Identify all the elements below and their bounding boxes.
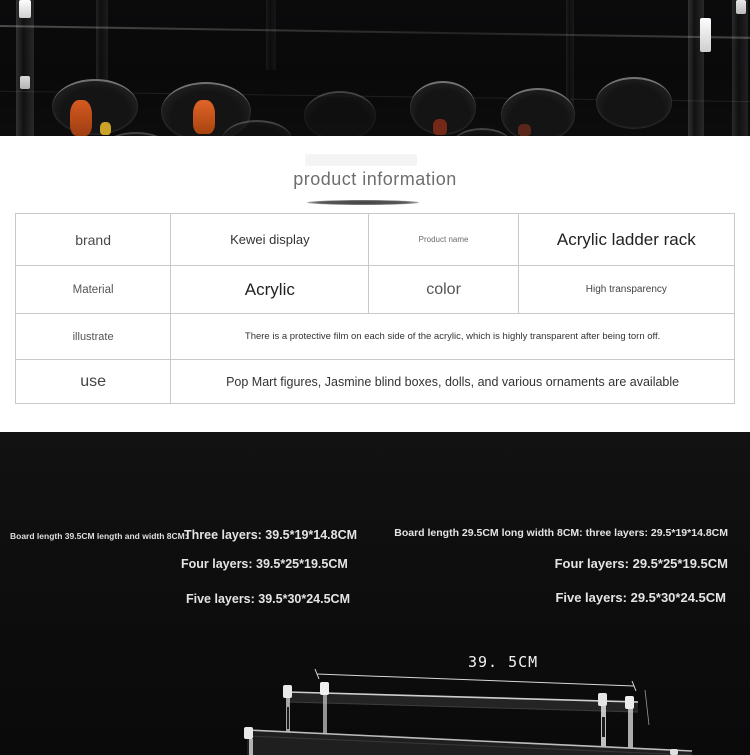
spec-label-material: Material [16,266,171,314]
hero-product-photo [0,0,750,136]
spec-value-brand: Kewei display [171,214,369,266]
spec-table [15,213,735,404]
size-group-left-header: Board length 39.5CM length and width 8CM: [10,531,188,541]
corner-connector [244,727,253,739]
size-chart-section [0,432,750,755]
post-shadow [287,707,289,729]
corner-connector [625,696,634,709]
size-group-right-header: Board length 29.5CM long width 8CM: three layers: 29.5*19*14.8CM [394,527,728,539]
corner-connector [598,693,607,706]
spec-value-product-name: Acrylic ladder rack [518,214,734,266]
figure-orange [193,100,215,134]
spec-value-material: Acrylic [171,266,369,314]
spec-label-illustrate: illustrate [16,314,171,360]
corner-connector [320,682,329,695]
size-line: Four layers: 39.5*25*19.5CM [181,557,348,571]
acrylic-shelf-edge [0,25,750,39]
spec-value-color: High transparency [518,266,734,314]
table-row [16,266,735,314]
spec-label-color: color [369,266,518,314]
dimension-label: 39. 5CM [468,653,539,671]
spec-value-use: Pop Mart figures, Jasmine blind boxes, dolls, and various ornaments are available [171,360,735,404]
rack-post [323,695,327,735]
post-shadow [602,717,605,737]
table-row [16,360,735,404]
title-underline [307,200,419,205]
spec-label-product-name: Product name [369,214,518,266]
product-information-section [0,136,750,432]
spec-label-use: use [16,360,171,404]
size-line: Five layers: 39.5*30*24.5CM [186,592,350,606]
display-disc [304,91,376,136]
post-highlight [20,76,30,89]
post-highlight [700,18,711,52]
table-row [16,314,735,360]
spec-label-brand: brand [16,214,171,266]
section-title: product information [293,169,457,189]
size-line: Three layers: 39.5*19*14.8CM [184,528,358,542]
figure-orange [70,100,92,136]
size-line: Five layers: 29.5*30*24.5CM [555,590,726,605]
corner-connector [283,685,292,698]
table-row [16,214,735,266]
size-line: Four layers: 29.5*25*19.5CM [554,556,728,571]
figure-dark-red [433,119,447,135]
acrylic-post-left [16,0,34,136]
display-disc [596,77,672,129]
figure-yellow [100,122,111,135]
acrylic-post-right-edge [732,0,748,136]
translation-artifact [305,154,417,166]
rack-second-tier [244,727,692,755]
spec-value-illustrate: There is a protective film on each side of the acrylic, which is highly transparent after being torn off. [171,314,735,360]
rack-dimension-photo [230,665,750,755]
acrylic-post [266,0,276,70]
figure-dark-red [518,124,531,136]
display-disc [52,79,138,135]
post-highlight [736,0,746,14]
corner-connector [670,749,678,755]
display-disc [501,88,575,136]
post-highlight [19,0,31,18]
rack-post [249,739,253,755]
